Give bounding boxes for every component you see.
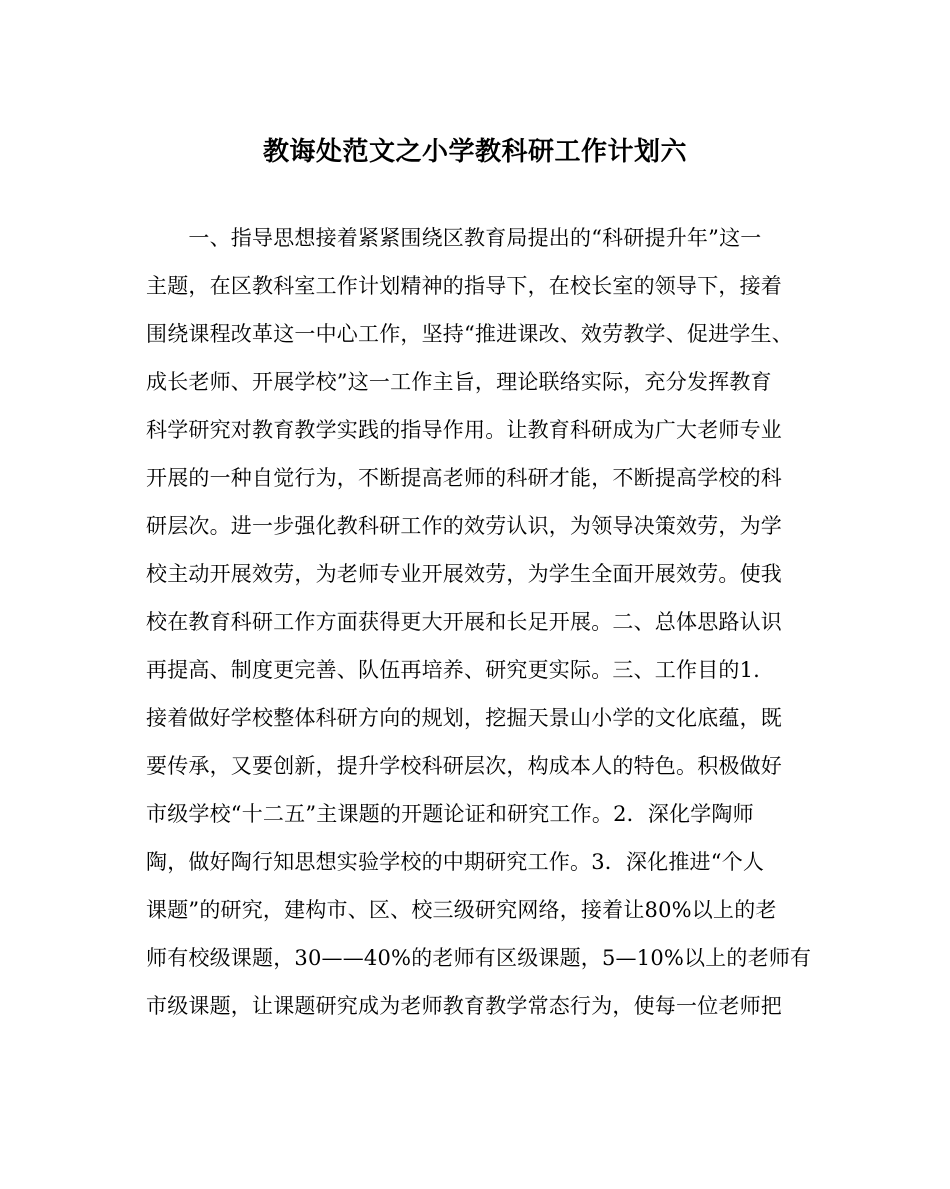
document-title: 教诲处范文之小学教科研工作计划六 (262, 137, 687, 167)
body-line: 围绕课程改革这一中心工作，坚持“推进课改、效劳教学、促进学生、 (146, 322, 793, 346)
document-body (146, 224, 826, 1040)
body-line: 成长老师、开展学校”这一工作主旨，理论联络实际，充分发挥教育 (146, 370, 772, 394)
body-line: 要传承，又要创新，提升学校科研层次，构成本人的特色。积极做好 (146, 754, 782, 778)
body-line: 市级课题，让课题研究成为老师教育教学常态行为，使每一位老师把 (146, 994, 782, 1018)
body-line: 一、指导思想接着紧紧围绕区教育局提出的“科研提升年”这一 (146, 226, 762, 250)
body-line: 课题”的研究，建构市、区、校三级研究网络，接着让80%以上的老 (146, 898, 777, 922)
body-line: 研层次。进一步强化教科研工作的效劳认识，为领导决策效劳，为学 (146, 514, 782, 538)
body-line: 开展的一种自觉行为，不断提高老师的科研才能，不断提高学校的科 (146, 466, 782, 490)
body-line: 科学研究对教育教学实践的指导作用。让教育科研成为广大老师专业 (146, 418, 782, 442)
body-line: 市级学校“十二五”主课题的开题论证和研究工作。2．深化学陶师 (146, 802, 754, 826)
body-line: 师有校级课题，30——40%的老师有区级课题，5—10%以上的老师有 (146, 946, 812, 970)
body-line: 主题，在区教科室工作计划精神的指导下，在校长室的领导下，接着 (146, 274, 782, 298)
body-line: 陶，做好陶行知思想实验学校的中期研究工作。3．深化推进“个人 (146, 850, 765, 874)
body-line: 接着做好学校整体科研方向的规划，挖掘天景山小学的文化底蕴，既 (146, 706, 782, 730)
body-line: 校主动开展效劳，为老师专业开展效劳，为学生全面开展效劳。使我 (146, 562, 782, 586)
body-line: 校在教育科研工作方面获得更大开展和长足开展。二、总体思路认识 (146, 610, 782, 634)
body-line: 再提高、制度更完善、队伍再培养、研究更实际。三、工作目的1. (146, 658, 761, 682)
